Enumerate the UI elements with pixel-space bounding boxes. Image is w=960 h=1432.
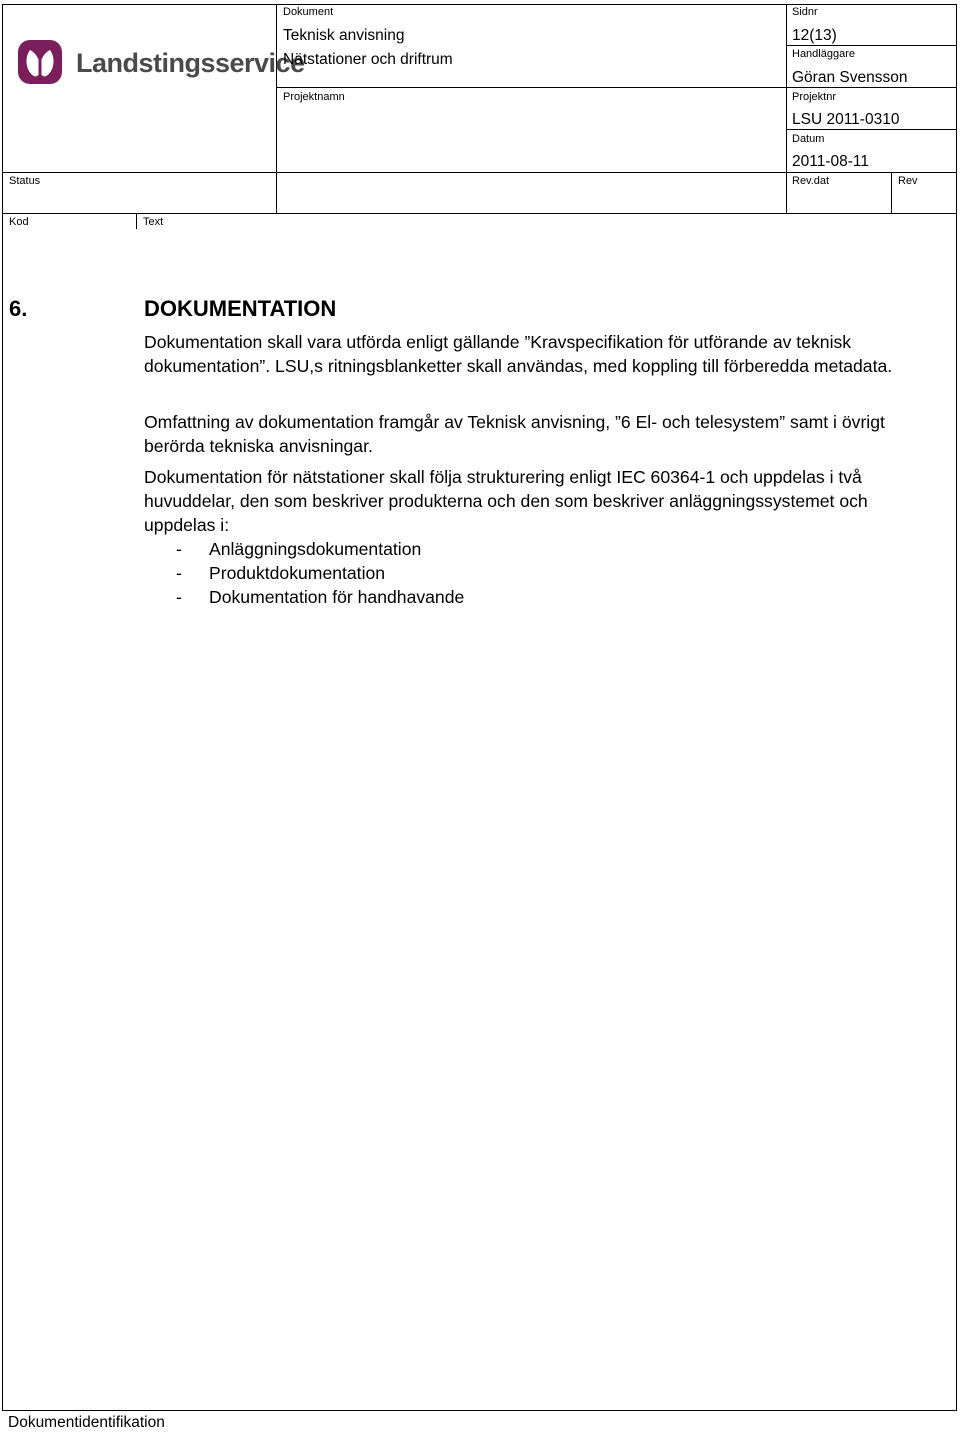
paragraph-2 — [144, 410, 924, 458]
footer-label: Dokumentidentifikation — [8, 1414, 165, 1431]
text-label: Text — [143, 216, 164, 228]
kod-text-divider — [136, 214, 137, 229]
revdat-label: Rev.dat — [792, 175, 830, 187]
header-vline-right — [786, 4, 787, 213]
landstingsservice-logo — [16, 36, 305, 88]
list-item: - Produktdokumentation — [176, 563, 386, 583]
footer-hline — [2, 1410, 957, 1411]
header-hline-projekt — [276, 87, 957, 88]
paragraph-1-text: Dokumentation skall vara utförda enligt gällande ”Kravspecifikation för utförande av teknisk dokumentation”. LSU,s ritningsblanketter skall användas, med koppling till förberedda metadata. — [144, 332, 893, 376]
kod-label: Kod — [9, 216, 29, 228]
section-title: DOKUMENTATION — [144, 296, 337, 321]
header-vline-rev — [891, 172, 892, 213]
status-label: Status — [9, 175, 41, 187]
sidnr-value: 12(13) — [792, 27, 837, 44]
sidnr-label: Sidnr — [792, 6, 818, 18]
rev-label: Rev — [898, 175, 918, 187]
handlaggare-label: Handläggare — [792, 48, 855, 60]
section-number: 6. — [9, 296, 28, 321]
projektnr-value: LSU 2011-0310 — [792, 111, 900, 128]
dokument-line2: Nätstationer och driftrum — [283, 51, 453, 68]
dokument-label: Dokument — [283, 6, 334, 18]
paragraph-3 — [144, 465, 924, 537]
handlaggare-value: Göran Svensson — [792, 69, 908, 86]
projektnr-label: Projektnr — [792, 91, 837, 103]
section-heading — [9, 296, 336, 322]
header-vline-left — [276, 4, 277, 213]
paragraph-1 — [144, 330, 924, 378]
dokument-line1: Teknisk anvisning — [283, 27, 405, 44]
header-hline-handlaggare — [786, 45, 957, 46]
paragraph-3-text: Dokumentation för nätstationer skall följa strukturering enligt IEC 60364-1 och uppdelas i två huvuddelar, den som beskriver produkterna och den som beskriver anläggningssystemet och uppdelas i: — [144, 467, 868, 535]
projektnamn-label: Projektnamn — [283, 91, 345, 103]
list-item: - Dokumentation för handhavande — [176, 587, 465, 607]
documentation-list — [144, 537, 464, 609]
datum-value: 2011-08-11 — [792, 153, 869, 170]
header-hline-status — [2, 172, 957, 173]
header-hline-bottom — [2, 213, 957, 214]
list-item: - Anläggningsdokumentation — [176, 539, 422, 559]
paragraph-2-text: Omfattning av dokumentation framgår av Teknisk anvisning, ”6 El- och telesystem” samt i övrigt berörda tekniska anvisningar. — [144, 412, 885, 456]
logo-wordmark: Landstingsservice — [76, 48, 305, 78]
datum-label: Datum — [792, 133, 825, 145]
header-hline-datum — [786, 129, 957, 130]
